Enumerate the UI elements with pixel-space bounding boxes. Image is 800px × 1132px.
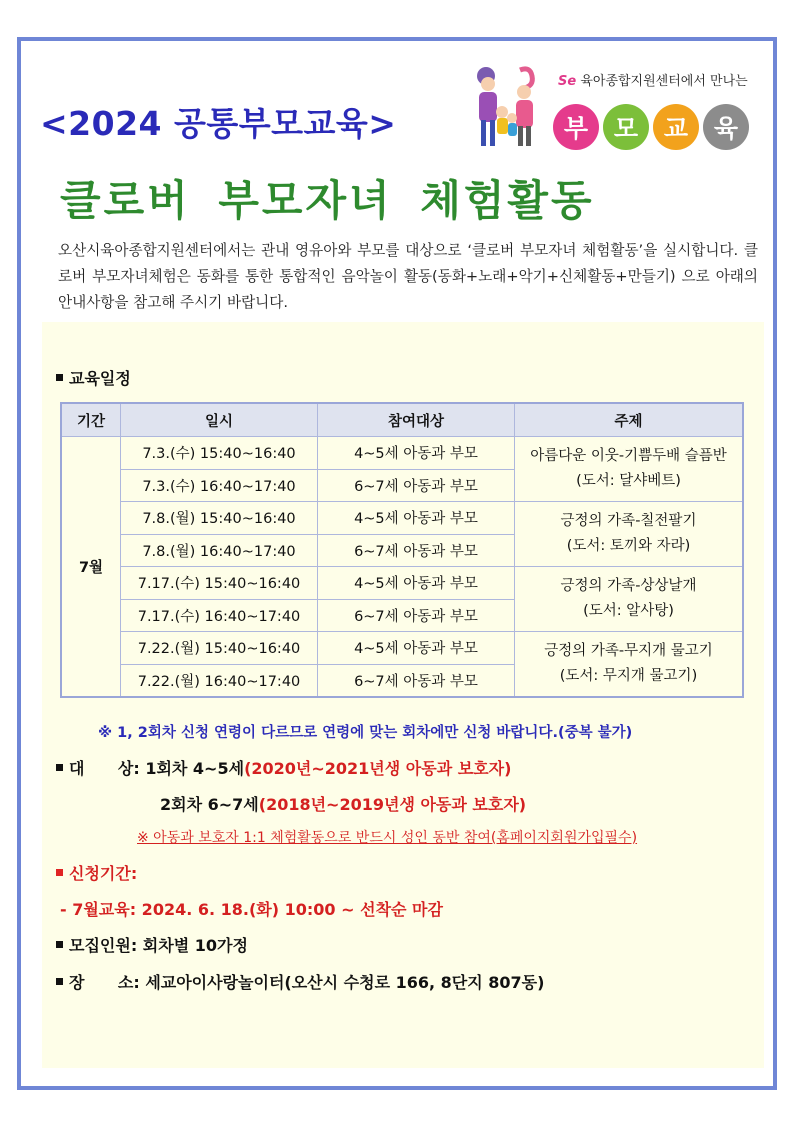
place-value: 세교아이사랑놀이터(오산시 수청로 166, 8단지 807동): [145, 973, 545, 992]
rounds-note: ※ 1, 2회차 신청 연령이 다르므로 연령에 맞는 회차에만 신청 바랍니다.(중복 불가): [98, 725, 633, 741]
theme-title: 아름다운 이웃-기쁨두배 슬픔반: [530, 448, 727, 464]
datetime-cell: 7.17.(수) 16:40~17:40: [121, 599, 318, 632]
table-row: [61, 437, 743, 470]
datetime-cell: 7.8.(월) 16:40~17:40: [121, 534, 318, 567]
theme-title: 긍정의 가족-상상날개: [560, 578, 697, 594]
bullet-square-icon: [56, 869, 63, 876]
header-target: 참여대상: [318, 403, 515, 437]
target-line-1: [56, 756, 511, 779]
place-line: [56, 970, 544, 993]
table-header-row: [61, 403, 743, 437]
apply-heading: [56, 861, 137, 884]
target-cell: 6~7세 아동과 부모: [318, 534, 515, 567]
theme-title: 긍정의 가족-무지개 물고기: [544, 643, 713, 659]
theme-book: (도서: 무지개 물고기): [559, 668, 698, 684]
theme-cell: [515, 502, 744, 567]
bullet-square-icon: [56, 978, 63, 985]
round1-age: 1회차 4~5세: [145, 759, 245, 778]
target-cell: 4~5세 아동과 부모: [318, 632, 515, 665]
logo-tagline: [558, 70, 748, 89]
theme-cell: [515, 632, 744, 698]
theme-book: (도서: 토끼와 자라): [566, 538, 691, 554]
target-line-2: [160, 792, 526, 815]
recruit-line: [56, 933, 248, 956]
table-row: [61, 567, 743, 600]
schedule-table: [60, 402, 744, 698]
bullet-square-icon: [56, 374, 63, 381]
target-label: 대 상:: [69, 759, 140, 778]
family-illustration-icon: [468, 62, 558, 152]
apply-label: 신청기간:: [69, 864, 138, 883]
round1-detail: (2020년~2021년생 아동과 보호자): [244, 759, 512, 778]
round2-age: 2회차 6~7세: [160, 795, 259, 814]
target-cell: 6~7세 아동과 부모: [318, 664, 515, 697]
intro-paragraph: 오산시육아종합지원센터에서는 관내 영유아와 부모를 대상으로 ‘클로버 부모자녀 체험활동’을 실시합니다. 클로버 부모자녀체험은 동화를 통한 통합적인 음악놀이 활동(동화+노래+악기+신체활동+만들기) 으로 아래의 안내사항을 참고해 주시기 바랍니다.: [58, 242, 758, 311]
header-theme: 주제: [515, 403, 744, 437]
logo-circle: 교: [653, 104, 699, 150]
logo: [468, 62, 768, 152]
bullet-square-icon: [56, 941, 63, 948]
header-datetime: 일시: [121, 403, 318, 437]
datetime-cell: 7.3.(수) 16:40~17:40: [121, 469, 318, 502]
theme-cell: [515, 567, 744, 632]
theme-title: 긍정의 가족-칠전팔기: [560, 513, 697, 529]
logo-tagline-text: 육아종합지원센터에서 만나는: [580, 74, 748, 89]
month-cell: 7월: [61, 437, 121, 698]
target-cell: 6~7세 아동과 부모: [318, 599, 515, 632]
logo-mark-icon: Se: [558, 74, 577, 89]
logo-circles: [553, 104, 749, 150]
target-cell: 4~5세 아동과 부모: [318, 502, 515, 535]
recruit-text: 모집인원: 회차별 10가정: [69, 936, 248, 955]
round2-detail: (2018년~2019년생 아동과 보호자): [258, 795, 527, 814]
target-cell: 4~5세 아동과 부모: [318, 437, 515, 470]
schedule-heading: [56, 366, 131, 389]
theme-book: (도서: 달샤베트): [576, 473, 681, 489]
theme-book: (도서: 알사탕): [583, 603, 674, 619]
datetime-cell: 7.22.(월) 15:40~16:40: [121, 632, 318, 665]
bullet-square-icon: [56, 764, 63, 771]
table-row: [61, 502, 743, 535]
logo-circle: 부: [553, 104, 599, 150]
logo-circle: 모: [603, 104, 649, 150]
table-row: [61, 632, 743, 665]
datetime-cell: 7.17.(수) 15:40~16:40: [121, 567, 318, 600]
target-cell: 6~7세 아동과 부모: [318, 469, 515, 502]
datetime-cell: 7.8.(월) 15:40~16:40: [121, 502, 318, 535]
apply-detail: - 7월교육: 2024. 6. 18.(화) 10:00 ~ 선착순 마감: [60, 900, 443, 919]
datetime-cell: 7.22.(월) 16:40~17:40: [121, 664, 318, 697]
page-title: <2024 공통부모교육>: [40, 104, 397, 143]
theme-cell: [515, 437, 744, 502]
header-period: 기간: [61, 403, 121, 437]
schedule-heading-text: 교육일정: [69, 369, 131, 388]
target-cell: 4~5세 아동과 부모: [318, 567, 515, 600]
place-label: 장 소:: [69, 973, 140, 992]
datetime-cell: 7.3.(수) 15:40~16:40: [121, 437, 318, 470]
guardian-note: ※ 아동과 보호자 1:1 체험활동으로 반드시 성인 동반 참여(홈페이지회원가입필수): [137, 830, 638, 846]
event-headline: 클로버 부모자녀 체험활동: [60, 176, 595, 225]
logo-circle: 육: [703, 104, 749, 150]
